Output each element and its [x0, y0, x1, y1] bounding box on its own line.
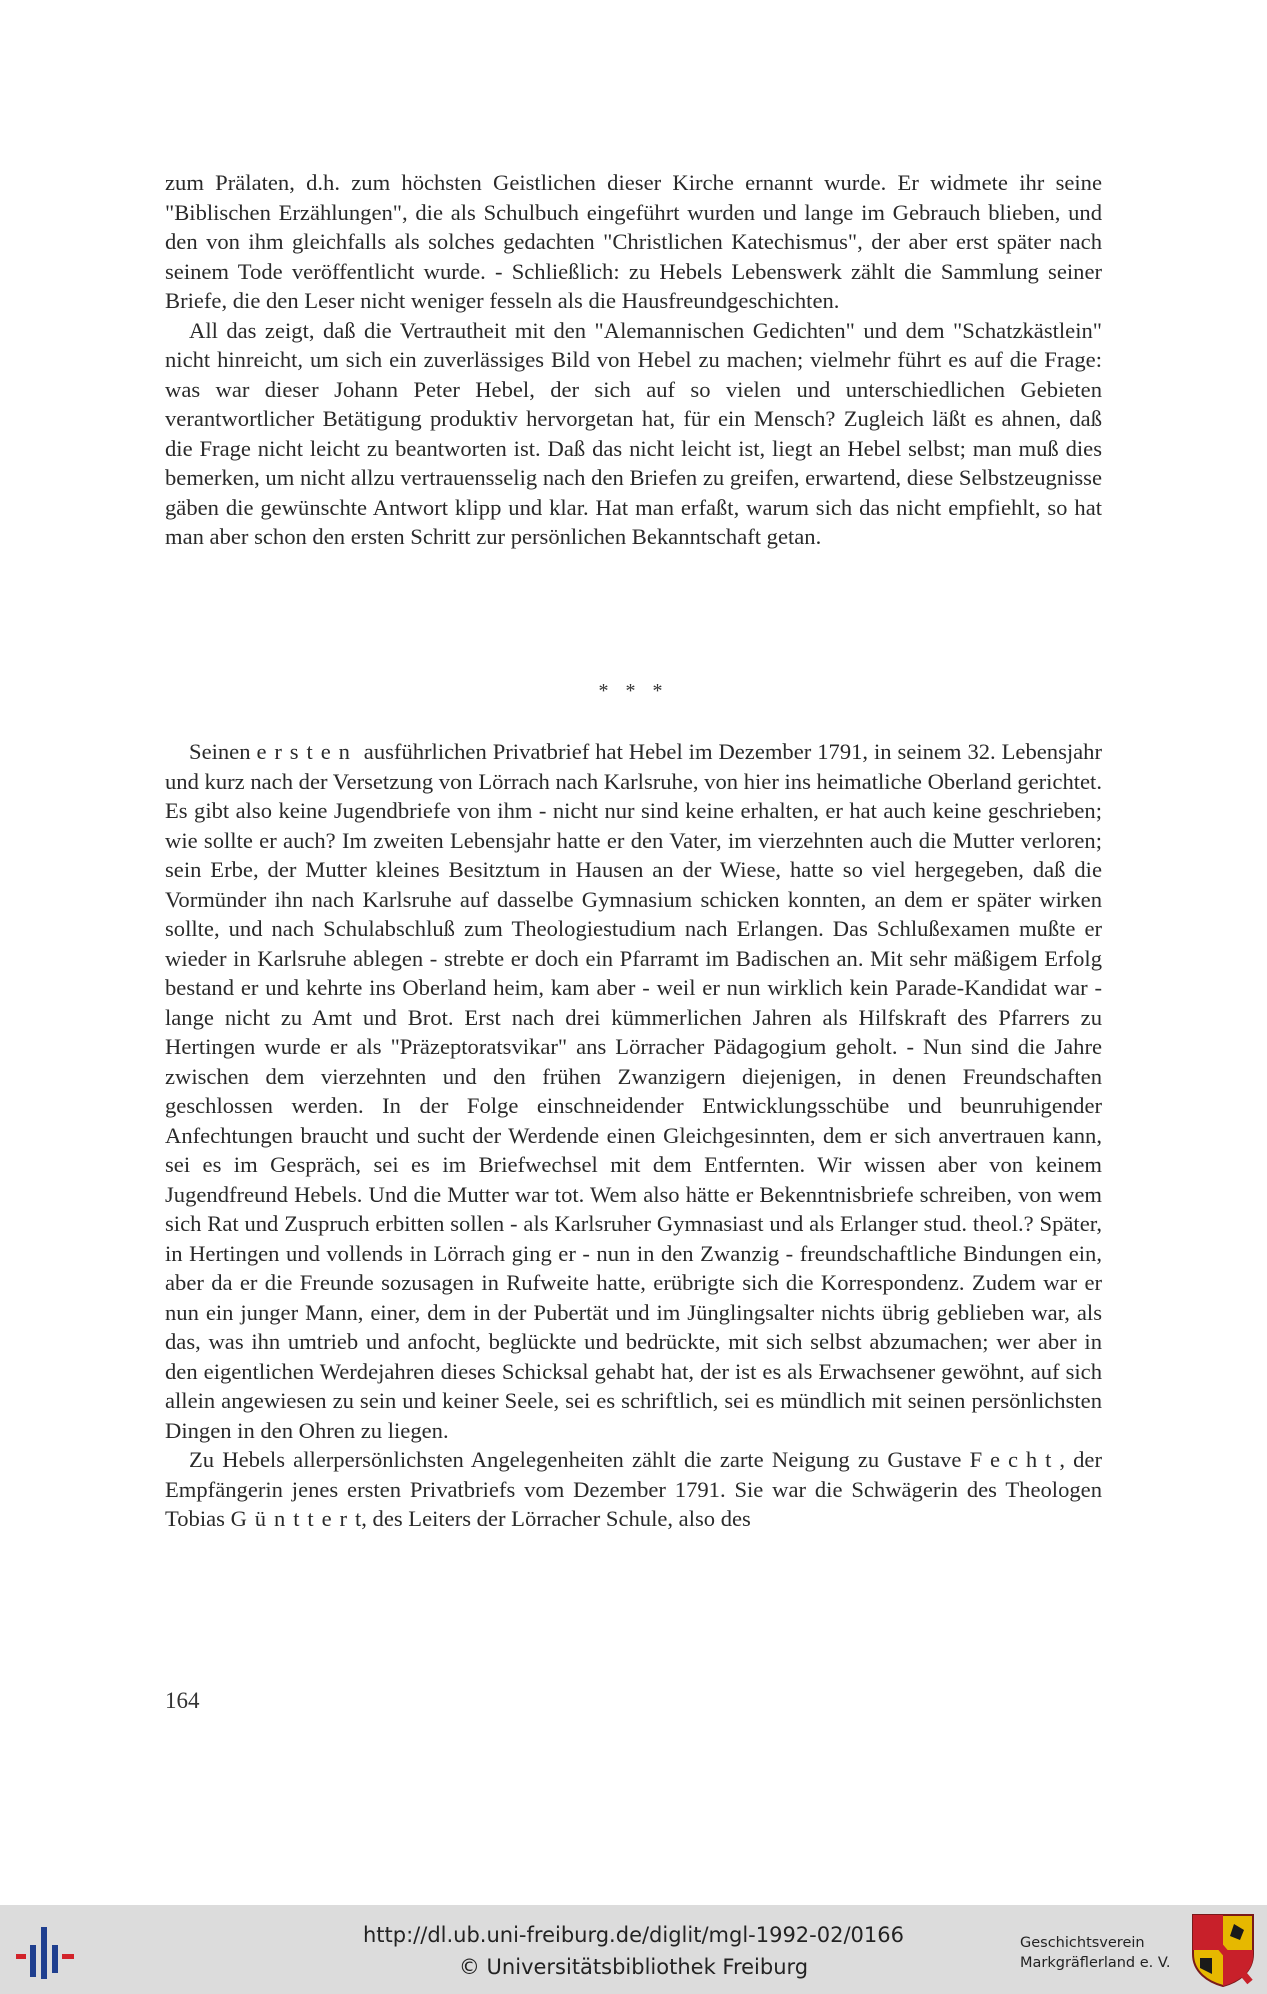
text-run: t, des Leiters der Lörracher Schule, also des: [354, 1506, 751, 1531]
paragraph-4: [165, 1445, 1102, 1534]
footer-bar: [0, 1905, 1267, 1994]
text-run: Seinen: [189, 739, 251, 764]
footer-url-link[interactable]: http://dl.ub.uni-freiburg.de/diglit/mgl-1992-02/0166: [362, 1923, 904, 1947]
paragraph-3: [165, 737, 1102, 1445]
main-text-block-2: [165, 737, 1102, 1534]
society-name: [1020, 1933, 1171, 1973]
spaced-name-guentter: Güntter: [230, 1506, 355, 1531]
society-line-2: Markgräflerland e. V.: [1020, 1955, 1171, 1971]
society-line-1: Geschichtsverein: [1020, 1935, 1145, 1951]
spaced-emphasis: ersten: [256, 739, 358, 764]
text-run: , der Empfängerin jenes ersten Privatbriefs vom Dezember 1791. Sie war die Schwägerin des Theologen Tobias: [165, 1447, 1102, 1531]
page-number: 164: [165, 1688, 200, 1713]
paragraph-1: zum Prälaten, d.h. zum höchsten Geistlichen dieser Kirche ernannt wurde. Er widmete ihr seine "Biblischen Erzählungen", die als Schulbuch eingeführt wurden und lange im Gebrauch blieben, und den von ihm gleichfalls als solches gedachten "Christlichen Katechismus", der aber erst später nach seinem Tode veröffentlicht wurde. - Schließlich: zu Hebels Lebenswerk zählt die Sammlung seiner Briefe, die den Leser nicht weniger fesseln als die Hausfreundgeschichten.: [165, 170, 1102, 313]
text-run: Zu Hebels allerpersönlichsten Angelegenheiten zählt die zarte Neigung zu Gustave: [189, 1447, 962, 1472]
main-text-block: [165, 168, 1102, 552]
spaced-name-fecht: Fecht: [969, 1447, 1060, 1472]
footer-copyright: © Universitätsbibliothek Freiburg: [458, 1955, 809, 1979]
text-run: ausführlichen Privatbrief hat Hebel im Dezember 1791, in seinem 32. Lebensjahr und kurz nach der Versetzung von Lörrach nach Karlsruhe, von hier ins heimatliche Oberland gerichtet. Es gibt also keine Jugendbriefe von ihm - nicht nur sind keine erhalten, er hat auch keine geschrieben; wie sollte er auch? Im zweiten Lebensjahr hatte er den Vater, im vierzehnten auch die Mutter verloren; sein Erbe, der Mutter kleines Besitztum in Hausen an der Wiese, hatte so viel hergegeben, daß die Vormünder ihn nach Karlsruhe auf dasselbe Gymnasium schicken konnten, an dem er später wirken sollte, und nach Schulabschluß zum Theologiestudium nach Erlangen. Das Schlußexamen mußte er wieder in Karlsruhe ablegen - strebte er doch ein Pfarramt im Badischen an. Mit sehr mäßigem Erfolg bestand er und kehrte ins Oberland heim, kam aber - weil er nun wirklich kein Parade-Kandidat war - lange nicht zu Amt und Brot. Erst nach drei kümmerlichen Jahren als Hilfskraft des Pfarrers zu Hertingen wurde er als "Präzeptoratsvikar" ans Lörracher Pädagogium geholt. - Nun sind die Jahre zwischen dem vierzehnten und den frühen Zwanzigern diejenigen, in denen Freundschaften geschlossen werden. In der Folge einschneidender Entwicklungsschübe und beunruhigender Anfechtungen braucht und sucht der Werdende einen Gleichgesinnten, dem er sich anvertrauen kann, sei es im Gespräch, sei es im Briefwechsel mit dem Entfernten. Wir wissen aber von keinem Jugendfreund Hebels. Und die Mutter war tot. Wem also hätte er Bekenntnisbriefe schreiben, von wem sich Rat und Zuspruch erbitten sollen - als Karlsruher Gymnasiast und als Erlanger stud. theol.? Später, in Hertingen und vollends in Lörrach ging er - nun in den Zwanzig - freundschaftliche Bindungen ein, aber da er die Freunde sozusagen in Rufweite hatte, erübrigte sich die Korrespondenz. Zudem war er nun ein junger Mann, einer, dem in der Pubertät und im Jünglingsalter nichts übrig geblieben war, als das, was ihn umtrieb und anfocht, beglückte und bedrückte, mit sich selbst abzumachen; wer aber in den eigentlichen Werdejahren dieses Schicksal gehabt hat, der ist es als Erwachsener gewöhnt, auf sich allein angewiesen zu sein und keiner Seele, sei es schriftlich, sei es mündlich mit seinen persönlichsten Dingen in den Ohren zu liegen.: [165, 739, 1102, 1443]
coat-of-arms-icon: [1190, 1912, 1256, 1988]
section-separator: * * *: [598, 680, 669, 702]
paragraph-2: All das zeigt, daß die Vertrautheit mit den "Alemannischen Gedichten" und dem "Schatzkästlein" nicht hinreicht, um sich ein zuverlässiges Bild von Hebel zu machen; vielmehr führt es auf die Frage: was war dieser Johann Peter Hebel, der sich auf so vielen und unterschiedlichen Gebieten verantwortlicher Betätigung produktiv hervorgetan hat, für ein Mensch? Zugleich läßt es ahnen, daß die Frage nicht leicht zu beantworten ist. Daß das nicht leicht ist, liegt an Hebel selbst; man muß dies bemerken, um nicht allzu vertrauensselig nach den Briefen zu greifen, erwartend, diese Selbstzeugnisse gäben die gewünschte Antwort klipp und klar. Hat man erfaßt, warum sich das nicht empfiehlt, so hat man aber schon den ersten Schritt zur persönlichen Bekanntschaft getan.: [165, 317, 1102, 549]
